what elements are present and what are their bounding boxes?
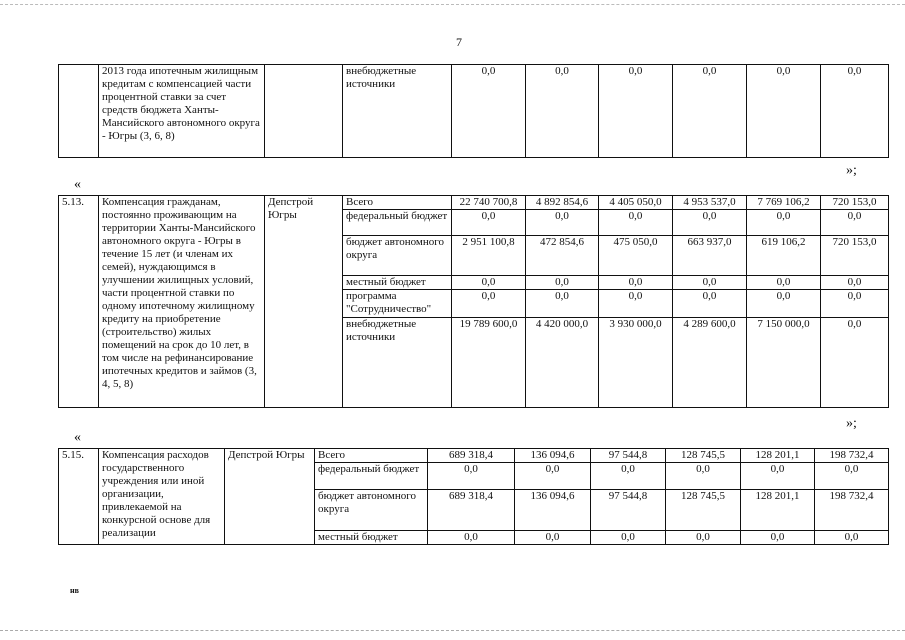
value-cell: 0,0 xyxy=(526,210,599,236)
value-cell: 4 405 050,0 xyxy=(599,196,673,210)
value-cell: 0,0 xyxy=(821,318,889,408)
section-number: 5.15. xyxy=(59,449,99,545)
value-cell: 689 318,4 xyxy=(428,449,515,463)
value-cell: 0,0 xyxy=(599,276,673,290)
value-cell: 97 544,8 xyxy=(591,449,666,463)
funding-source: Всего xyxy=(343,196,452,210)
value-cell: 2 951 100,8 xyxy=(452,236,526,276)
table-row xyxy=(59,449,889,463)
funding-source: Всего xyxy=(315,449,428,463)
funding-source: бюджет автономного округа xyxy=(343,236,452,276)
value-cell: 0,0 xyxy=(821,290,889,318)
value-cell: 663 937,0 xyxy=(673,236,747,276)
value-cell: 0,0 xyxy=(591,531,666,545)
value-cell: 0,0 xyxy=(428,531,515,545)
value-cell: 0,0 xyxy=(428,463,515,490)
value-cell: 0,0 xyxy=(515,531,591,545)
value-cell: 7 150 000,0 xyxy=(747,318,821,408)
value-cell: 22 740 700,8 xyxy=(452,196,526,210)
value-cell: 4 420 000,0 xyxy=(526,318,599,408)
table-section-5-13 xyxy=(58,195,889,408)
table-section-5-15 xyxy=(58,448,889,545)
value-cell: 0,0 xyxy=(821,276,889,290)
value-cell: 0,0 xyxy=(666,463,741,490)
value-cell: 0,0 xyxy=(673,65,747,158)
value-cell: 97 544,8 xyxy=(591,490,666,531)
value-cell: 7 769 106,2 xyxy=(747,196,821,210)
value-cell: 4 953 537,0 xyxy=(673,196,747,210)
executor: Депстрой Югры xyxy=(265,196,343,408)
value-cell: 19 789 600,0 xyxy=(452,318,526,408)
value-cell: 619 106,2 xyxy=(747,236,821,276)
measure-description: Компенсация гражданам, постоянно проживающим на территории Ханты-Мансийского автономного округа - Югры в течение 15 лет (и членам их семей), нуждающимся в улучшении жилищных условий, части процентной ставки по одному ипотечному жилищному кредиту на приобретение (строительство) жилых помещений на срок до 10 лет, в том числе на рефинансирование ипотечных кредитов и займов (3, 4, 5, 8) xyxy=(99,196,265,408)
value-cell: 720 153,0 xyxy=(821,196,889,210)
row-number-cell xyxy=(59,65,99,158)
value-cell: 475 050,0 xyxy=(599,236,673,276)
value-cell: 0,0 xyxy=(673,210,747,236)
value-cell: 0,0 xyxy=(452,276,526,290)
value-cell: 0,0 xyxy=(815,463,889,490)
value-cell: 689 318,4 xyxy=(428,490,515,531)
value-cell: 0,0 xyxy=(452,290,526,318)
value-cell: 0,0 xyxy=(599,290,673,318)
funding-source: программа "Сотрудничество" xyxy=(343,290,452,318)
value-cell: 0,0 xyxy=(515,463,591,490)
closing-quote: »; xyxy=(846,163,857,178)
value-cell: 136 094,6 xyxy=(515,449,591,463)
value-cell: 0,0 xyxy=(591,463,666,490)
value-cell: 4 289 600,0 xyxy=(673,318,747,408)
table-row xyxy=(59,196,889,210)
section-number: 5.13. xyxy=(59,196,99,408)
value-cell: 0,0 xyxy=(599,210,673,236)
funding-source: внебюджетные источники xyxy=(343,65,452,158)
opening-quote: « xyxy=(74,177,81,192)
measure-description: Компенсация расходов государственного учреждения или иной организации, привлекаемой на конкурсной основе для реализации xyxy=(99,449,225,545)
value-cell: 0,0 xyxy=(526,276,599,290)
table-continuation xyxy=(58,64,889,158)
opening-quote: « xyxy=(74,430,81,445)
funding-source: федеральный бюджет xyxy=(315,463,428,490)
value-cell: 128 745,5 xyxy=(666,490,741,531)
value-cell: 0,0 xyxy=(673,276,747,290)
value-cell: 0,0 xyxy=(821,210,889,236)
value-cell: 0,0 xyxy=(599,65,673,158)
value-cell: 3 930 000,0 xyxy=(599,318,673,408)
page-number: 7 xyxy=(456,35,462,49)
value-cell: 0,0 xyxy=(747,290,821,318)
value-cell: 198 732,4 xyxy=(815,490,889,531)
scan-bottom-edge xyxy=(0,630,905,632)
value-cell: 0,0 xyxy=(526,65,599,158)
value-cell: 0,0 xyxy=(815,531,889,545)
measure-description: 2013 года ипотечным жилищным кредитам с компенсацией части процентной ставки за счет средств бюджета Ханты-Мансийского автономного округа - Югры (3, 6, 8) xyxy=(99,65,265,158)
value-cell: 0,0 xyxy=(741,531,815,545)
value-cell: 128 201,1 xyxy=(741,490,815,531)
value-cell: 720 153,0 xyxy=(821,236,889,276)
table-row xyxy=(59,65,889,158)
value-cell: 0,0 xyxy=(747,65,821,158)
value-cell: 0,0 xyxy=(747,210,821,236)
value-cell: 0,0 xyxy=(747,276,821,290)
funding-source: местный бюджет xyxy=(315,531,428,545)
value-cell: 472 854,6 xyxy=(526,236,599,276)
funding-source: бюджет автономного округа xyxy=(315,490,428,531)
value-cell: 4 892 854,6 xyxy=(526,196,599,210)
scan-top-edge xyxy=(0,4,905,6)
value-cell: 0,0 xyxy=(526,290,599,318)
value-cell: 128 201,1 xyxy=(741,449,815,463)
value-cell: 0,0 xyxy=(452,65,526,158)
value-cell: 0,0 xyxy=(741,463,815,490)
value-cell: 0,0 xyxy=(673,290,747,318)
funding-source: федеральный бюджет xyxy=(343,210,452,236)
value-cell: 136 094,6 xyxy=(515,490,591,531)
closing-quote: »; xyxy=(846,416,857,431)
funding-source: местный бюджет xyxy=(343,276,452,290)
value-cell: 0,0 xyxy=(821,65,889,158)
initials-mark: нв xyxy=(70,586,79,595)
value-cell: 198 732,4 xyxy=(815,449,889,463)
value-cell: 0,0 xyxy=(666,531,741,545)
executor-cell xyxy=(265,65,343,158)
funding-source: внебюджетные источники xyxy=(343,318,452,408)
executor: Депстрой Югры xyxy=(225,449,315,545)
value-cell: 128 745,5 xyxy=(666,449,741,463)
value-cell: 0,0 xyxy=(452,210,526,236)
